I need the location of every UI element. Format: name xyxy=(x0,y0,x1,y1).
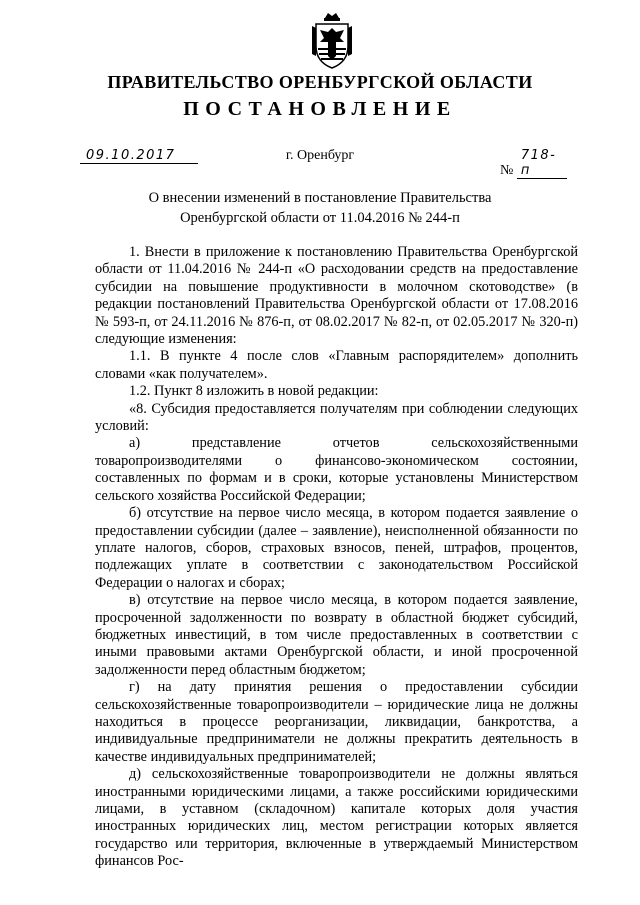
document-body xyxy=(95,244,578,871)
body-paragraph: 1.2. Пункт 8 изложить в новой редакции: xyxy=(129,383,379,400)
document-number xyxy=(500,148,567,179)
body-paragraph: а) представление отчетов сельскохозяйственными товаропроизводителями о финансово-экономическом состоянии, составленных по формам и в сроки, которые установлены Министерством сельского хозяйства Российской Федерации; xyxy=(95,435,578,504)
body-paragraph: в) отсутствие на первое число месяца, в котором подается заявление, просроченной задолженности по возврату в областной бюджет субсидий, бюджетных инвестиций, в том числе предоставленных в соответствии с иными правовыми актами Оренбургской области, и иной просроченной задолженности перед областным бюджетом; xyxy=(95,592,578,678)
document-subject xyxy=(140,188,500,228)
body-paragraph: д) сельскохозяйственные товаропроизводители не должны являться иностранными юридическими лицами, а также российскими юридическими лицами, в уставном (складочном) капитале которых доля участия иностранных юридических лиц, местом регистрации которых является государство или территория, включенные в утверждаемый Министерством финансов Рос- xyxy=(95,766,578,870)
body-paragraph: б) отсутствие на первое число месяца, в котором подается заявление о предоставлении субсидии (далее – заявление), неисполненной обязанности по уплате налогов, сборов, страховых взносов, пеней, штрафов, процентов, подлежащих уплате в соответствии с законодательством Российской Федерации о налогах и сборах; xyxy=(95,505,578,591)
coat-of-arms-icon xyxy=(310,12,354,70)
organization-title: ПРАВИТЕЛЬСТВО ОРЕНБУРГСКОЙ ОБЛАСТИ xyxy=(107,72,533,92)
subject-line: Оренбургской области от 11.04.2016 № 244-п xyxy=(180,210,460,226)
document-city: г. Оренбург xyxy=(285,148,355,163)
body-paragraph: 1.1. В пункте 4 после слов «Главным распорядителем» дополнить словами «как получателем». xyxy=(95,348,578,382)
number-value: 718-п xyxy=(517,148,567,179)
document-type-title: ПОСТАНОВЛЕНИЕ xyxy=(183,98,457,120)
date-value: 09.10.2017 xyxy=(80,148,198,164)
body-paragraph: г) на дату принятия решения о предоставлении субсидии сельскохозяйственные товаропроизводители – юридические лица не должны находиться в процессе реорганизации, ликвидации, банкротства, а индивидуальные предприниматели не должны прекратить деятельность в качестве индивидуальных предпринимателей; xyxy=(95,679,578,765)
number-prefix: № xyxy=(500,163,514,178)
subject-line: О внесении изменений в постановление Правительства xyxy=(148,190,492,206)
body-paragraph: 1. Внести в приложение к постановлению Правительства Оренбургской области от 11.04.2016 № 244-п «О расходовании средств на предоставление субсидии на повышение продуктивности в молочном скотоводстве» (в редакции постановлений Правительства Оренбургской области от 17.08.2016 № 593-п, от 24.11.2016 № 876-п, от 08.02.2017 № 82-п, от 02.05.2017 № 320-п) следующие изменения: xyxy=(95,244,578,348)
body-paragraph: «8. Субсидия предоставляется получателям при соблюдении следующих условий: xyxy=(95,400,578,435)
